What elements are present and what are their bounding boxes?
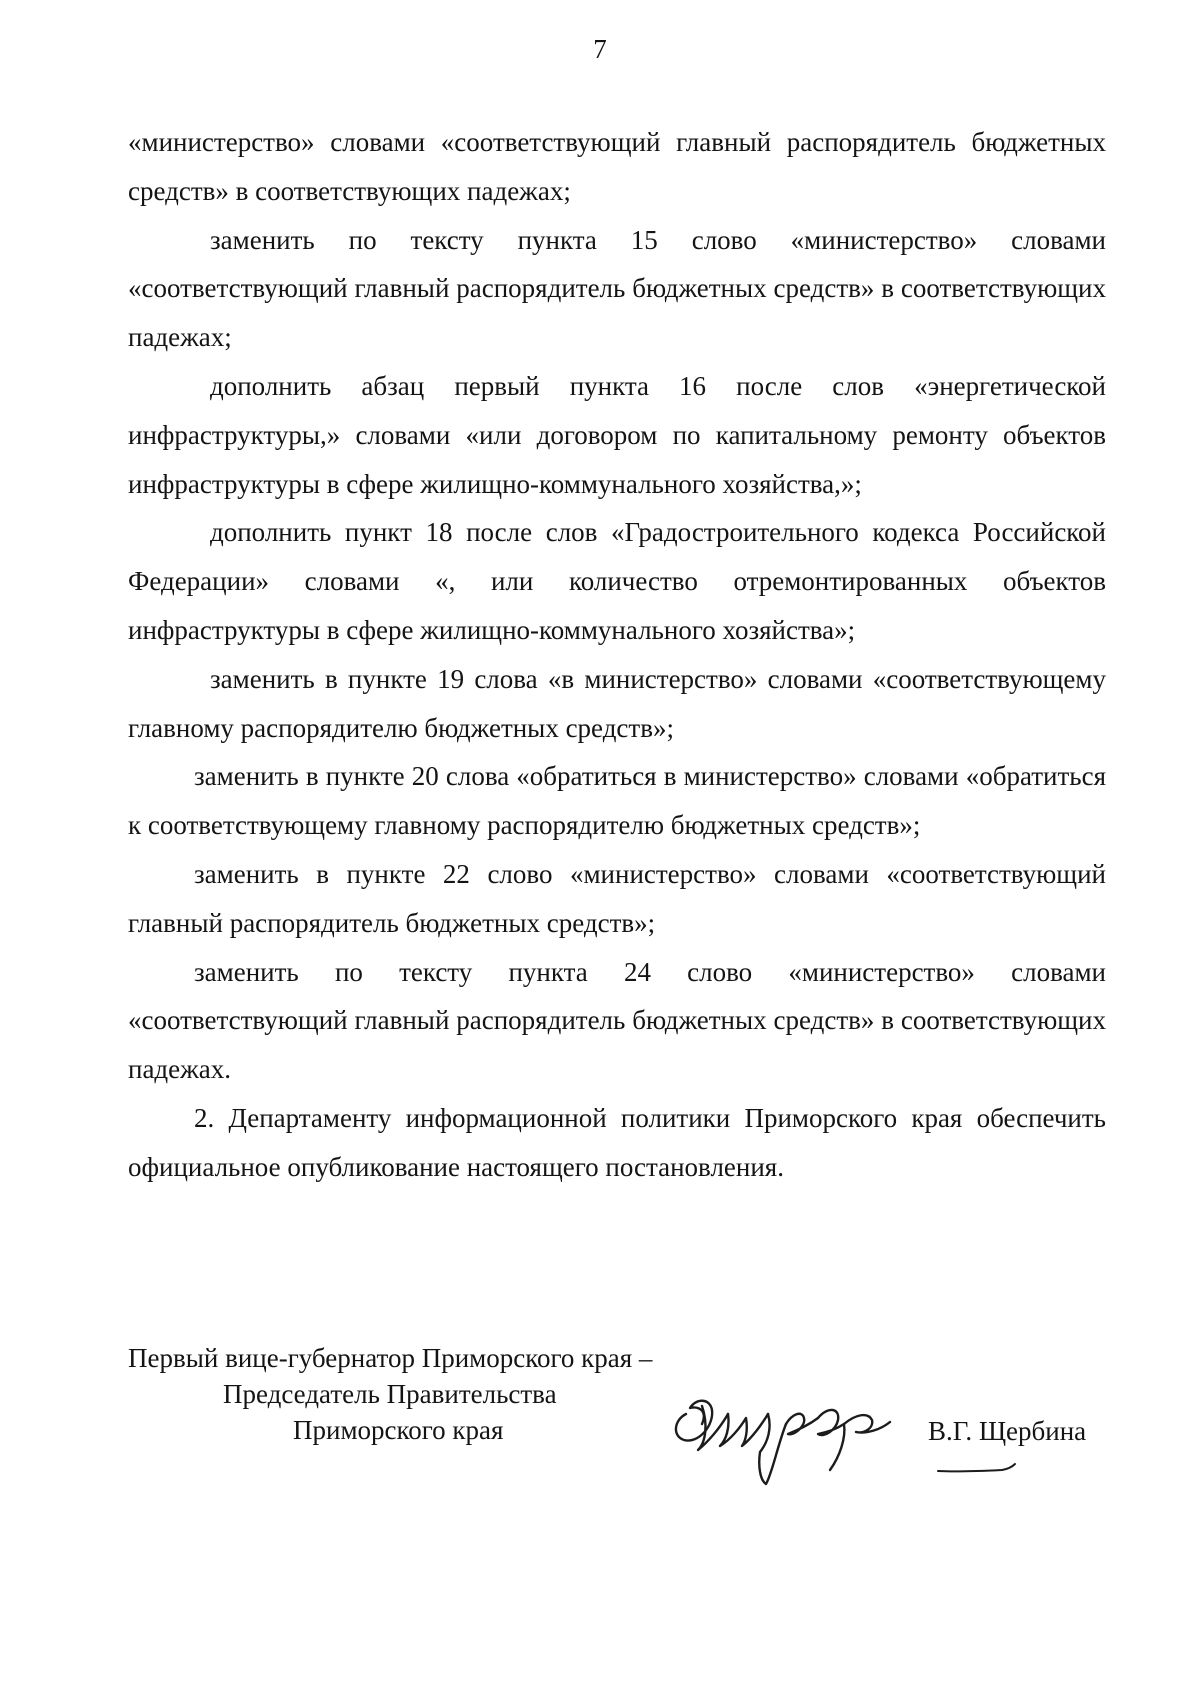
signatory-title-line-2: Председатель Правительства	[223, 1379, 557, 1409]
paragraph-section-2: 2. Департаменту информационной политики Приморского края обеспечить официальное опубликование настоящего постановления.	[128, 1102, 1106, 1182]
paragraph-item-19: заменить в пункте 19 слова «в министерство» словами «соответствующему главному распорядителю бюджетных средств»;	[128, 663, 1106, 743]
signature-flourish	[936, 1462, 1018, 1476]
paragraph-item-24: заменить по тексту пункта 24 слово «министерство» словами «соответствующий главный распорядитель бюджетных средств» в соответствующих падежах.	[128, 956, 1106, 1085]
signatory-title-line-1: Первый вице-губернатор Приморского края –	[128, 1343, 653, 1373]
paragraph-item-16: дополнить абзац первый пункта 16 после слов «энергетической инфраструктуры,» словами «или договором по капитальному ремонту объектов инфраструктуры в сфере жилищно-коммунального хозяйства,»;	[128, 370, 1106, 499]
paragraph-item-22: заменить в пункте 22 слово «министерство» словами «соответствующий главный распорядитель бюджетных средств»;	[128, 858, 1106, 938]
paragraph-item-18: дополнить пункт 18 после слов «Градостроительного кодекса Российской Федерации» словами «, или количество отремонтированных объектов инфраструктуры в сфере жилищно-коммунального хозяйства»;	[128, 517, 1106, 645]
signatory-name: В.Г. Щербина	[928, 1416, 1087, 1446]
document-body	[128, 118, 1106, 1192]
paragraph-item-15: заменить по тексту пункта 15 слово «министерство» словами «соответствующий главный распорядитель бюджетных средств» в соответствующих падежах;	[128, 224, 1106, 353]
signatory-title-line-3: Приморского края	[293, 1415, 504, 1445]
paragraph-item-20: заменить в пункте 20 слова «обратиться в министерство» словами «обратиться к соответствующему главному распорядителю бюджетных средств»;	[128, 761, 1106, 841]
page-number: 7	[593, 34, 607, 64]
handwritten-signature	[668, 1384, 904, 1494]
paragraph-continuation: «министерство» словами «соответствующий главный распорядитель бюджетных средств» в соответствующих падежах;	[128, 127, 1106, 206]
signatory-title	[128, 1340, 652, 1448]
